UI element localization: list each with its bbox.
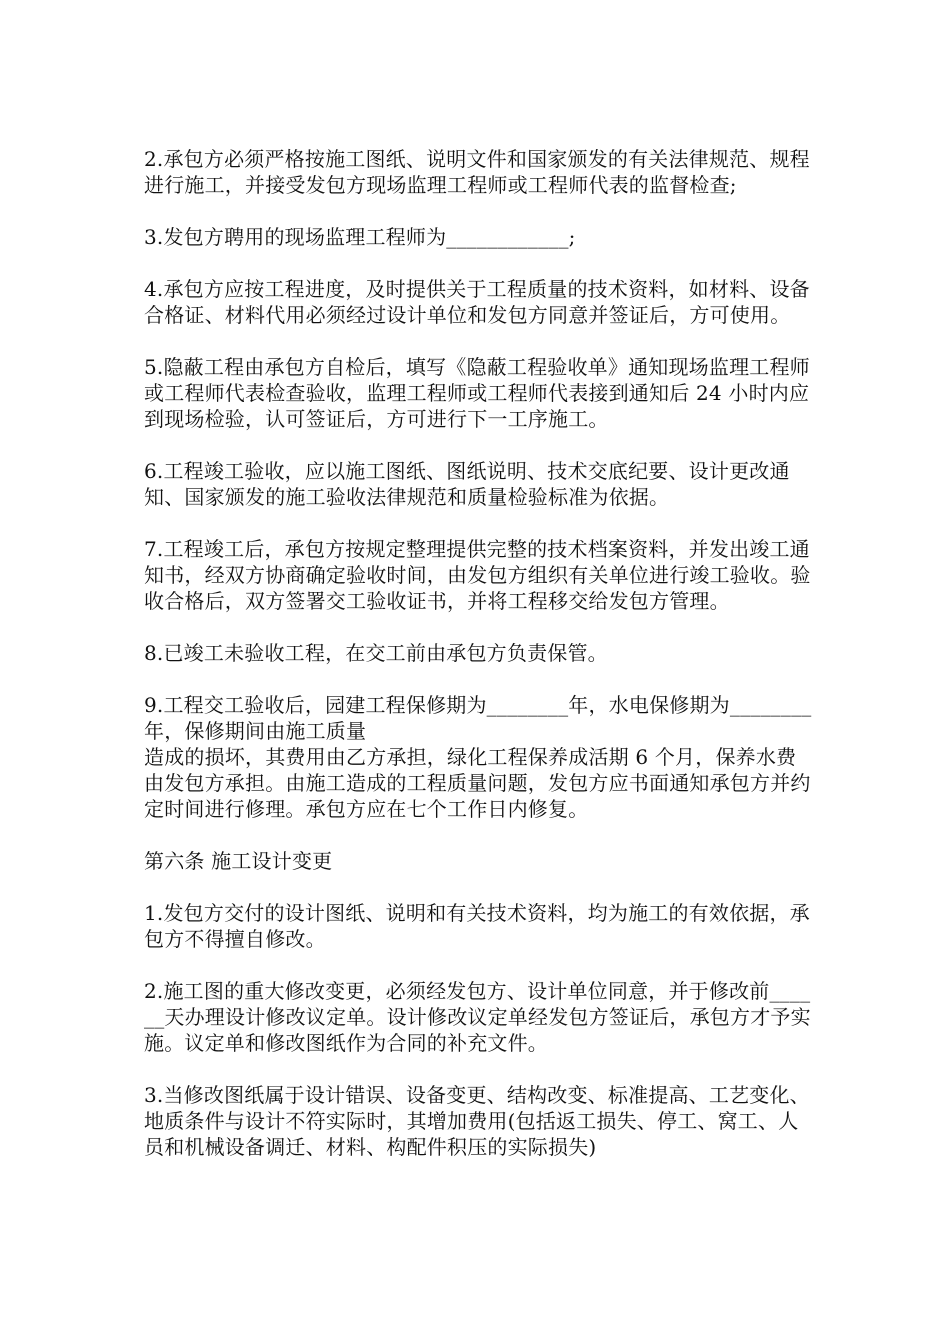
clause-8-custody: 8.已竣工未验收工程，在交工前由承包方负责保管。 (144, 641, 608, 665)
clause-3-site-engineer: 3.发包方聘用的现场监理工程师为____________; (144, 225, 576, 249)
clause-6-completion-acceptance: 6.工程竣工验收，应以施工图纸、图纸说明、技术交底纪要、设计更改通知、国家颁发的施工验收法律规范和质量检验标准为依据。 (144, 459, 790, 509)
document-body (144, 146, 814, 1186)
design-change-clause-3: 3.当修改图纸属于设计错误、设备变更、结构改变、标准提高、工艺变化、地质条件与设计不符实际时，其增加费用(包括返工损失、停工、窝工、人员和机械设备调迁、材料、构配件积压的实际损失) (144, 1083, 810, 1159)
section-heading-design-change: 第六条 施工设计变更 (144, 849, 333, 873)
clause-5-concealed-works: 5.隐蔽工程由承包方自检后，填写《隐蔽工程验收单》通知现场监理工程师或工程师代表检查验收，监理工程师或工程师代表接到通知后 24 小时内应到现场检验，认可签证后，方可进行下一工序施工。 (144, 355, 810, 431)
clause-9-warranty-part-2: 造成的损坏，其费用由乙方承担，绿化工程保养成活期 6 个月，保养水费由发包方承担。由施工造成的工程质量问题，发包方应书面通知承包方并约定时间进行修理。承包方应在七个工作日内修复。 (144, 745, 811, 821)
clause-4-technical-materials: 4.承包方应按工程进度，及时提供关于工程质量的技术资料，如材料、设备合格证、材料代用必须经过设计单位和发包方同意并签证后，方可使用。 (144, 277, 810, 327)
clause-2-quality-supervision: 2.承包方必须严格按施工图纸、说明文件和国家颁发的有关法律规范、规程进行施工，并接受发包方现场监理工程师或工程师代表的监督检查; (144, 147, 810, 197)
design-change-clause-1: 1.发包方交付的设计图纸、说明和有关技术资料，均为施工的有效依据，承包方不得擅自修改。 (144, 901, 810, 951)
design-change-clause-2: 2.施工图的重大修改变更，必须经发包方、设计单位同意，并于修改前______天办理设计修改议定单。设计修改议定单经发包方签证后，承包方才予实施。议定单和修改图纸作为合同的补充文件。 (144, 979, 811, 1055)
clause-9-warranty-part-1: 9.工程交工验收后，园建工程保修期为________年，水电保修期为________年，保修期间由施工质量 (144, 693, 812, 743)
clause-7-handover: 7.工程竣工后，承包方按规定整理提供完整的技术档案资料，并发出竣工通知书，经双方协商确定验收时间，由发包方组织有关单位进行竣工验收。验收合格后，双方签署交工验收证书，并将工程移交给发包方管理。 (144, 537, 811, 613)
